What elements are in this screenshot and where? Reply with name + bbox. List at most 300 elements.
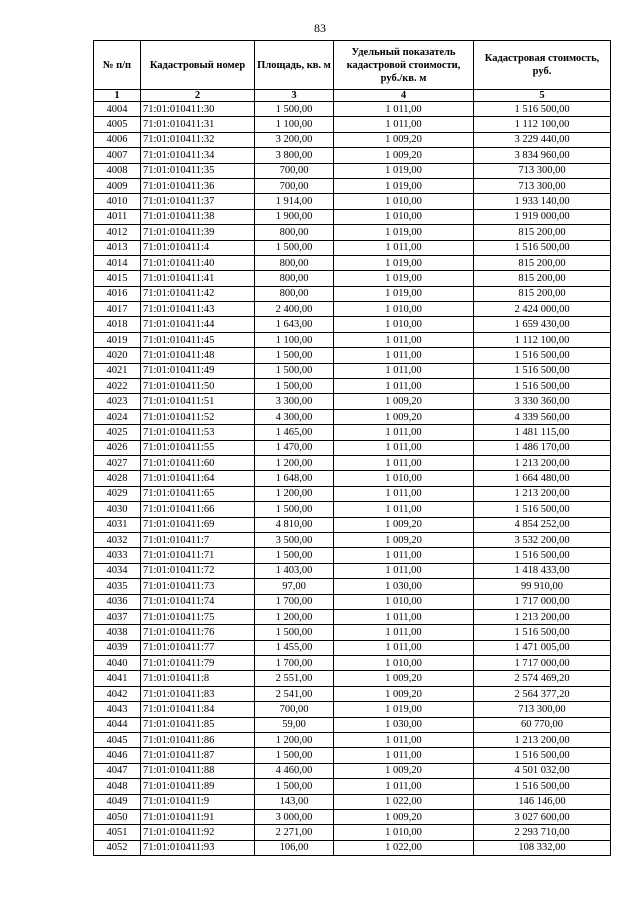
column-index: 3: [255, 90, 334, 102]
cell-cadastral-cost: 1 418 433,00: [474, 563, 611, 578]
cell-row-number: 4028: [94, 471, 141, 486]
cell-cadastral-cost: 1 919 000,00: [474, 209, 611, 224]
table-row: [94, 548, 611, 563]
cell-area: 106,00: [255, 840, 334, 855]
cell-specific-value: 1 011,00: [334, 563, 474, 578]
cell-area: 3 800,00: [255, 148, 334, 163]
table-row: [94, 240, 611, 255]
table-row: [94, 255, 611, 270]
cell-area: 1 500,00: [255, 502, 334, 517]
cell-cadastral-cost: 815 200,00: [474, 286, 611, 301]
cell-specific-value: 1 011,00: [334, 425, 474, 440]
cell-row-number: 4007: [94, 148, 141, 163]
cell-specific-value: 1 011,00: [334, 455, 474, 470]
cell-area: 700,00: [255, 702, 334, 717]
cell-cadastral-number: 71:01:010411:50: [141, 379, 255, 394]
cell-area: 1 500,00: [255, 363, 334, 378]
cell-cadastral-cost: 1 516 500,00: [474, 379, 611, 394]
cell-area: 1 500,00: [255, 779, 334, 794]
cell-row-number: 4050: [94, 809, 141, 824]
table-row: [94, 471, 611, 486]
cell-cadastral-number: 71:01:010411:83: [141, 686, 255, 701]
table-row: [94, 163, 611, 178]
cell-row-number: 4010: [94, 194, 141, 209]
table-row: [94, 779, 611, 794]
cell-cadastral-cost: 1 112 100,00: [474, 117, 611, 132]
cell-cadastral-cost: 1 516 500,00: [474, 363, 611, 378]
table-row: [94, 102, 611, 117]
cell-cadastral-number: 71:01:010411:38: [141, 209, 255, 224]
cell-cadastral-number: 71:01:010411:93: [141, 840, 255, 855]
cell-specific-value: 1 010,00: [334, 594, 474, 609]
table-row: [94, 379, 611, 394]
cell-specific-value: 1 019,00: [334, 163, 474, 178]
cell-cadastral-cost: 1 659 430,00: [474, 317, 611, 332]
cell-specific-value: 1 009,20: [334, 686, 474, 701]
cell-cadastral-cost: 60 770,00: [474, 717, 611, 732]
cell-cadastral-number: 71:01:010411:64: [141, 471, 255, 486]
cell-area: 1 200,00: [255, 455, 334, 470]
table-row: [94, 594, 611, 609]
cell-cadastral-number: 71:01:010411:91: [141, 809, 255, 824]
cell-cadastral-number: 71:01:010411:74: [141, 594, 255, 609]
cell-specific-value: 1 009,20: [334, 532, 474, 547]
cell-specific-value: 1 010,00: [334, 471, 474, 486]
cell-area: 3 000,00: [255, 809, 334, 824]
table-row: [94, 286, 611, 301]
table-row: [94, 363, 611, 378]
cell-cadastral-number: 71:01:010411:32: [141, 132, 255, 147]
cell-cadastral-number: 71:01:010411:87: [141, 748, 255, 763]
table-row: [94, 579, 611, 594]
table-row: [94, 317, 611, 332]
cell-area: 143,00: [255, 794, 334, 809]
cell-row-number: 4005: [94, 117, 141, 132]
cell-specific-value: 1 010,00: [334, 825, 474, 840]
cell-cadastral-cost: 3 532 200,00: [474, 532, 611, 547]
cell-cadastral-number: 71:01:010411:37: [141, 194, 255, 209]
cell-cadastral-cost: 2 574 469,20: [474, 671, 611, 686]
cell-row-number: 4037: [94, 609, 141, 624]
table-row: [94, 332, 611, 347]
cell-row-number: 4020: [94, 348, 141, 363]
cell-specific-value: 1 011,00: [334, 625, 474, 640]
cell-row-number: 4006: [94, 132, 141, 147]
table-row: [94, 825, 611, 840]
cell-specific-value: 1 011,00: [334, 748, 474, 763]
cell-area: 700,00: [255, 163, 334, 178]
cell-specific-value: 1 009,20: [334, 671, 474, 686]
cell-cadastral-cost: 713 300,00: [474, 702, 611, 717]
cell-row-number: 4004: [94, 102, 141, 117]
header-cadastral-cost: Кадастровая стоимость, руб.: [474, 41, 611, 90]
cell-cadastral-cost: 4 339 560,00: [474, 409, 611, 424]
cell-row-number: 4029: [94, 486, 141, 501]
cell-cadastral-number: 71:01:010411:77: [141, 640, 255, 655]
cell-cadastral-number: 71:01:010411:65: [141, 486, 255, 501]
table-row: [94, 671, 611, 686]
cell-row-number: 4019: [94, 332, 141, 347]
cell-specific-value: 1 010,00: [334, 209, 474, 224]
cell-cadastral-cost: 1 933 140,00: [474, 194, 611, 209]
table-row: [94, 609, 611, 624]
cell-area: 1 455,00: [255, 640, 334, 655]
header-cadastral-number: Кадастровый номер: [141, 41, 255, 90]
cell-cadastral-cost: 1 213 200,00: [474, 609, 611, 624]
cell-area: 800,00: [255, 286, 334, 301]
cell-specific-value: 1 011,00: [334, 640, 474, 655]
cell-row-number: 4045: [94, 733, 141, 748]
cell-cadastral-number: 71:01:010411:92: [141, 825, 255, 840]
cell-row-number: 4027: [94, 455, 141, 470]
header-specific-value: Удельный показатель кадастровой стоимости, руб./кв. м: [334, 41, 474, 90]
cell-specific-value: 1 011,00: [334, 609, 474, 624]
cell-specific-value: 1 019,00: [334, 286, 474, 301]
cell-specific-value: 1 019,00: [334, 271, 474, 286]
cell-row-number: 4025: [94, 425, 141, 440]
cell-area: 1 200,00: [255, 486, 334, 501]
table-row: [94, 425, 611, 440]
cell-row-number: 4038: [94, 625, 141, 640]
cell-cadastral-cost: 1 516 500,00: [474, 348, 611, 363]
cell-cadastral-cost: 4 854 252,00: [474, 517, 611, 532]
cell-cadastral-cost: 4 501 032,00: [474, 763, 611, 778]
table-row: [94, 302, 611, 317]
cell-specific-value: 1 011,00: [334, 332, 474, 347]
cell-specific-value: 1 022,00: [334, 840, 474, 855]
cell-row-number: 4034: [94, 563, 141, 578]
cell-cadastral-number: 71:01:010411:31: [141, 117, 255, 132]
table-row: [94, 748, 611, 763]
cell-area: 59,00: [255, 717, 334, 732]
cell-cadastral-number: 71:01:010411:41: [141, 271, 255, 286]
cell-cadastral-cost: 2 293 710,00: [474, 825, 611, 840]
cell-cadastral-number: 71:01:010411:75: [141, 609, 255, 624]
table-row: [94, 455, 611, 470]
cell-specific-value: 1 009,20: [334, 409, 474, 424]
cell-row-number: 4011: [94, 209, 141, 224]
cell-area: 2 541,00: [255, 686, 334, 701]
cell-cadastral-cost: 1 213 200,00: [474, 733, 611, 748]
cell-row-number: 4048: [94, 779, 141, 794]
table-row: [94, 132, 611, 147]
cell-area: 1 500,00: [255, 625, 334, 640]
cell-row-number: 4009: [94, 178, 141, 193]
cell-cadastral-number: 71:01:010411:42: [141, 286, 255, 301]
cell-area: 1 403,00: [255, 563, 334, 578]
cell-cadastral-number: 71:01:010411:72: [141, 563, 255, 578]
table-row: [94, 563, 611, 578]
cell-row-number: 4042: [94, 686, 141, 701]
cell-specific-value: 1 011,00: [334, 117, 474, 132]
cell-cadastral-number: 71:01:010411:84: [141, 702, 255, 717]
cell-cadastral-number: 71:01:010411:85: [141, 717, 255, 732]
cell-cadastral-cost: 3 027 600,00: [474, 809, 611, 824]
table-row: [94, 733, 611, 748]
cell-specific-value: 1 019,00: [334, 225, 474, 240]
table-row: [94, 656, 611, 671]
cell-row-number: 4031: [94, 517, 141, 532]
cell-area: 2 400,00: [255, 302, 334, 317]
cell-area: 4 810,00: [255, 517, 334, 532]
cell-row-number: 4049: [94, 794, 141, 809]
cell-cadastral-number: 71:01:010411:86: [141, 733, 255, 748]
cell-area: 2 271,00: [255, 825, 334, 840]
cell-specific-value: 1 009,20: [334, 763, 474, 778]
cell-specific-value: 1 011,00: [334, 363, 474, 378]
cell-cadastral-cost: 815 200,00: [474, 255, 611, 270]
cell-row-number: 4041: [94, 671, 141, 686]
cell-area: 4 460,00: [255, 763, 334, 778]
cell-cadastral-number: 71:01:010411:55: [141, 440, 255, 455]
cell-specific-value: 1 011,00: [334, 486, 474, 501]
header-row-number: № п/п: [94, 41, 141, 90]
cell-cadastral-cost: 2 424 000,00: [474, 302, 611, 317]
table-body: [94, 102, 611, 856]
table-row: [94, 394, 611, 409]
cell-area: 1 470,00: [255, 440, 334, 455]
cell-area: 800,00: [255, 225, 334, 240]
cell-cadastral-number: 71:01:010411:60: [141, 455, 255, 470]
cell-row-number: 4051: [94, 825, 141, 840]
cell-row-number: 4036: [94, 594, 141, 609]
cell-cadastral-number: 71:01:010411:30: [141, 102, 255, 117]
cell-area: 1 643,00: [255, 317, 334, 332]
cell-cadastral-number: 71:01:010411:43: [141, 302, 255, 317]
cell-cadastral-number: 71:01:010411:51: [141, 394, 255, 409]
table-row: [94, 225, 611, 240]
cell-area: 1 500,00: [255, 748, 334, 763]
cell-cadastral-number: 71:01:010411:9: [141, 794, 255, 809]
cell-area: 3 200,00: [255, 132, 334, 147]
cell-row-number: 4035: [94, 579, 141, 594]
cell-row-number: 4015: [94, 271, 141, 286]
cell-area: 4 300,00: [255, 409, 334, 424]
cell-area: 800,00: [255, 255, 334, 270]
cell-cadastral-cost: 3 229 440,00: [474, 132, 611, 147]
cell-cadastral-number: 71:01:010411:89: [141, 779, 255, 794]
table-row: [94, 640, 611, 655]
cell-cadastral-number: 71:01:010411:34: [141, 148, 255, 163]
table-row: [94, 625, 611, 640]
cell-cadastral-cost: 815 200,00: [474, 271, 611, 286]
cell-cadastral-cost: 713 300,00: [474, 163, 611, 178]
cell-specific-value: 1 010,00: [334, 656, 474, 671]
cell-specific-value: 1 011,00: [334, 348, 474, 363]
cell-cadastral-number: 71:01:010411:73: [141, 579, 255, 594]
cell-specific-value: 1 011,00: [334, 240, 474, 255]
table-column-index-row: [94, 90, 611, 102]
cell-cadastral-number: 71:01:010411:36: [141, 178, 255, 193]
cell-row-number: 4052: [94, 840, 141, 855]
cell-cadastral-cost: 1 516 500,00: [474, 779, 611, 794]
cell-row-number: 4023: [94, 394, 141, 409]
cell-area: 700,00: [255, 178, 334, 193]
cell-row-number: 4039: [94, 640, 141, 655]
cell-row-number: 4046: [94, 748, 141, 763]
table-row: [94, 178, 611, 193]
cell-cadastral-number: 71:01:010411:39: [141, 225, 255, 240]
cell-cadastral-number: 71:01:010411:53: [141, 425, 255, 440]
table-row: [94, 194, 611, 209]
cell-cadastral-cost: 713 300,00: [474, 178, 611, 193]
table-row: [94, 348, 611, 363]
cell-row-number: 4047: [94, 763, 141, 778]
cell-cadastral-cost: 1 516 500,00: [474, 625, 611, 640]
cell-specific-value: 1 011,00: [334, 733, 474, 748]
cell-row-number: 4014: [94, 255, 141, 270]
cadastral-value-table: [93, 40, 611, 856]
cell-cadastral-cost: 1 516 500,00: [474, 502, 611, 517]
cell-cadastral-cost: 1 516 500,00: [474, 102, 611, 117]
cell-area: 1 700,00: [255, 594, 334, 609]
cell-row-number: 4024: [94, 409, 141, 424]
cell-specific-value: 1 009,20: [334, 132, 474, 147]
cell-cadastral-number: 71:01:010411:69: [141, 517, 255, 532]
table-row: [94, 840, 611, 855]
cell-specific-value: 1 009,20: [334, 517, 474, 532]
cell-cadastral-number: 71:01:010411:88: [141, 763, 255, 778]
table-row: [94, 148, 611, 163]
cell-row-number: 4032: [94, 532, 141, 547]
table-row: [94, 486, 611, 501]
cell-cadastral-cost: 1 717 000,00: [474, 656, 611, 671]
cell-cadastral-cost: 815 200,00: [474, 225, 611, 240]
cell-row-number: 4040: [94, 656, 141, 671]
cell-area: 1 200,00: [255, 733, 334, 748]
cell-cadastral-number: 71:01:010411:79: [141, 656, 255, 671]
column-index: 4: [334, 90, 474, 102]
table-row: [94, 532, 611, 547]
cell-row-number: 4017: [94, 302, 141, 317]
cell-cadastral-cost: 1 481 115,00: [474, 425, 611, 440]
cell-specific-value: 1 009,20: [334, 809, 474, 824]
cell-row-number: 4044: [94, 717, 141, 732]
cell-cadastral-cost: 1 486 170,00: [474, 440, 611, 455]
cell-area: 97,00: [255, 579, 334, 594]
cell-cadastral-cost: 99 910,00: [474, 579, 611, 594]
cell-cadastral-cost: 1 717 000,00: [474, 594, 611, 609]
cell-cadastral-cost: 2 564 377,20: [474, 686, 611, 701]
cell-cadastral-number: 71:01:010411:45: [141, 332, 255, 347]
cell-area: 1 500,00: [255, 548, 334, 563]
cell-specific-value: 1 030,00: [334, 579, 474, 594]
cell-specific-value: 1 011,00: [334, 502, 474, 517]
cell-specific-value: 1 011,00: [334, 779, 474, 794]
table-row: [94, 409, 611, 424]
cell-row-number: 4012: [94, 225, 141, 240]
cell-area: 1 500,00: [255, 348, 334, 363]
table-row: [94, 209, 611, 224]
cell-row-number: 4026: [94, 440, 141, 455]
cell-cadastral-cost: 3 330 360,00: [474, 394, 611, 409]
cell-area: 2 551,00: [255, 671, 334, 686]
cell-cadastral-number: 71:01:010411:71: [141, 548, 255, 563]
cell-row-number: 4008: [94, 163, 141, 178]
header-area: Площадь, кв. м: [255, 41, 334, 90]
cell-row-number: 4018: [94, 317, 141, 332]
cell-area: 1 914,00: [255, 194, 334, 209]
cell-cadastral-number: 71:01:010411:48: [141, 348, 255, 363]
column-index: 5: [474, 90, 611, 102]
table-row: [94, 502, 611, 517]
cell-cadastral-number: 71:01:010411:49: [141, 363, 255, 378]
table-row: [94, 794, 611, 809]
cell-cadastral-number: 71:01:010411:44: [141, 317, 255, 332]
table-row: [94, 117, 611, 132]
cell-cadastral-cost: 3 834 960,00: [474, 148, 611, 163]
cell-area: 1 648,00: [255, 471, 334, 486]
cell-row-number: 4043: [94, 702, 141, 717]
cell-specific-value: 1 010,00: [334, 194, 474, 209]
cell-area: 3 300,00: [255, 394, 334, 409]
cell-row-number: 4022: [94, 379, 141, 394]
cell-area: 1 900,00: [255, 209, 334, 224]
table-row: [94, 517, 611, 532]
cell-area: 800,00: [255, 271, 334, 286]
cell-area: 1 700,00: [255, 656, 334, 671]
cell-cadastral-number: 71:01:010411:35: [141, 163, 255, 178]
table-row: [94, 717, 611, 732]
cell-cadastral-number: 71:01:010411:52: [141, 409, 255, 424]
cell-area: 1 500,00: [255, 102, 334, 117]
cell-row-number: 4021: [94, 363, 141, 378]
cell-area: 1 500,00: [255, 379, 334, 394]
cell-specific-value: 1 019,00: [334, 178, 474, 193]
cell-cadastral-number: 71:01:010411:7: [141, 532, 255, 547]
cell-specific-value: 1 022,00: [334, 794, 474, 809]
cell-row-number: 4033: [94, 548, 141, 563]
cell-specific-value: 1 009,20: [334, 394, 474, 409]
cell-specific-value: 1 030,00: [334, 717, 474, 732]
column-index: 1: [94, 90, 141, 102]
cell-cadastral-cost: 1 471 005,00: [474, 640, 611, 655]
cell-cadastral-cost: 1 213 200,00: [474, 486, 611, 501]
cell-cadastral-cost: 108 332,00: [474, 840, 611, 855]
cell-cadastral-number: 71:01:010411:66: [141, 502, 255, 517]
cell-area: 3 500,00: [255, 532, 334, 547]
table-row: [94, 763, 611, 778]
cell-specific-value: 1 019,00: [334, 255, 474, 270]
cell-cadastral-cost: 146 146,00: [474, 794, 611, 809]
cell-cadastral-cost: 1 213 200,00: [474, 455, 611, 470]
table-row: [94, 271, 611, 286]
cell-cadastral-number: 71:01:010411:8: [141, 671, 255, 686]
column-index: 2: [141, 90, 255, 102]
table-row: [94, 686, 611, 701]
table-row: [94, 809, 611, 824]
cell-specific-value: 1 011,00: [334, 102, 474, 117]
cell-specific-value: 1 010,00: [334, 302, 474, 317]
cell-specific-value: 1 010,00: [334, 317, 474, 332]
cell-cadastral-number: 71:01:010411:40: [141, 255, 255, 270]
cell-area: 1 100,00: [255, 117, 334, 132]
cell-specific-value: 1 011,00: [334, 379, 474, 394]
cell-area: 1 100,00: [255, 332, 334, 347]
cell-area: 1 200,00: [255, 609, 334, 624]
cell-cadastral-cost: 1 112 100,00: [474, 332, 611, 347]
cell-area: 1 465,00: [255, 425, 334, 440]
cell-cadastral-cost: 1 516 500,00: [474, 548, 611, 563]
cell-cadastral-cost: 1 516 500,00: [474, 240, 611, 255]
cell-cadastral-cost: 1 516 500,00: [474, 748, 611, 763]
cell-area: 1 500,00: [255, 240, 334, 255]
cell-row-number: 4030: [94, 502, 141, 517]
cell-row-number: 4013: [94, 240, 141, 255]
table-row: [94, 440, 611, 455]
cell-specific-value: 1 011,00: [334, 440, 474, 455]
cell-row-number: 4016: [94, 286, 141, 301]
